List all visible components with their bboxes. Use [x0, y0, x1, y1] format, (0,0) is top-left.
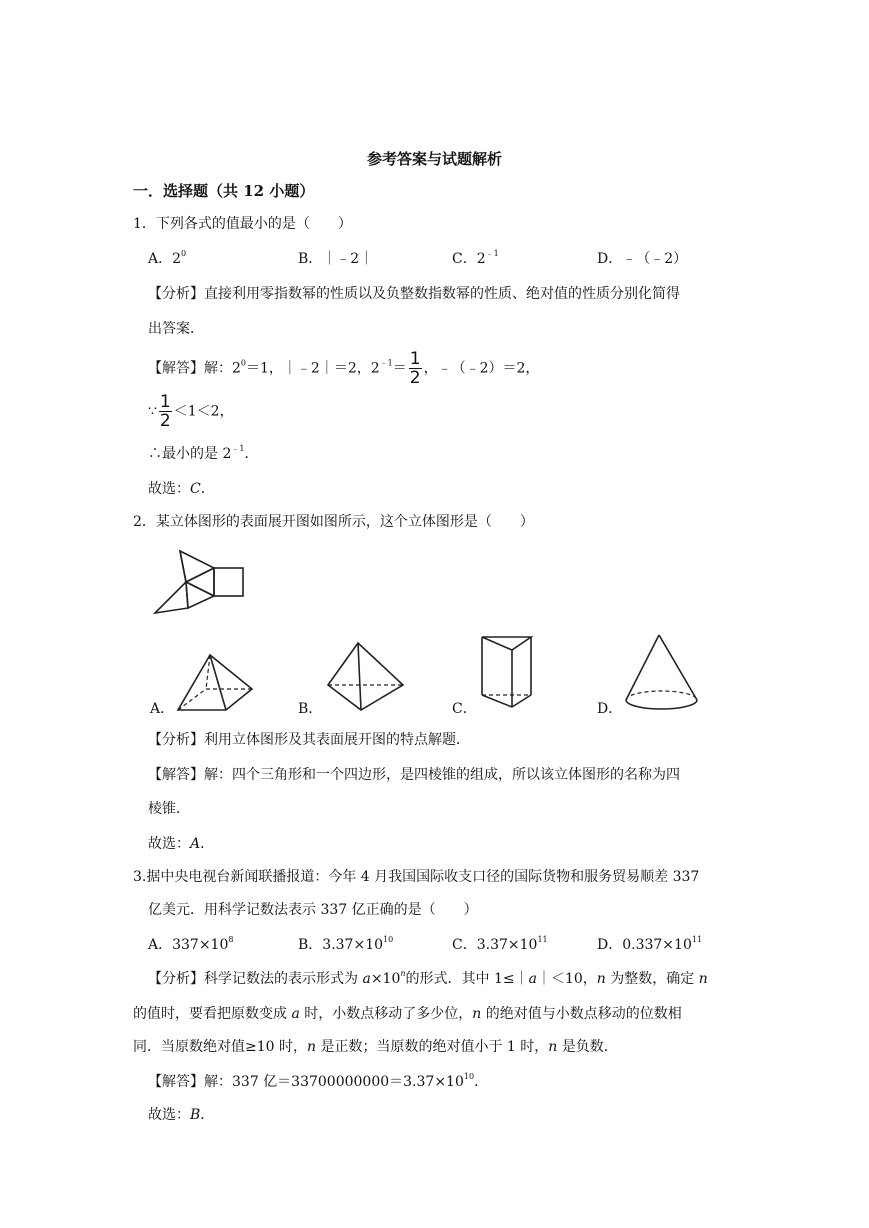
triangular-pyramid-figure — [325, 640, 407, 712]
fraction-half-2: $\frac{1}{2}$ — [159, 392, 171, 431]
q2-option-b-label: B． — [298, 701, 323, 717]
page-title: 参考答案与试题解析 — [366, 150, 502, 168]
cone-figure — [624, 632, 700, 712]
q1-stem: 1．下列各式的值最小的是（ ） — [133, 216, 352, 232]
q3-solution: 【解答】解：337 亿$=33700000000=3.37\times 10^{10}$． — [148, 1072, 489, 1090]
net-figure — [150, 548, 250, 618]
q1-option-a: A．$2^0$ — [148, 249, 187, 267]
q1-option-d: D．﹣（﹣2） — [597, 251, 688, 267]
q3-option-c: C．$3.37\times 10^{11}$ — [452, 935, 548, 953]
q2-choice: 故选：A． — [148, 836, 215, 852]
q2-option-d-label: D． — [597, 701, 623, 717]
triangular-prism-figure — [479, 634, 537, 710]
q3-analysis-line1: 【分析】科学记数法的表示形式为 $a\times 10^n$的形式．其中 1≤｜a｜＜10，n 为整数，确定 n — [148, 969, 708, 987]
q3-analysis-line3: 同．当原数绝对值≥10 时，n 是正数；当原数的绝对值小于 1 时，n 是负数． — [133, 1039, 618, 1055]
q1-option-b: B．｜﹣2｜ — [298, 251, 374, 267]
section-heading: 一．选择题（共 12 小题） — [133, 182, 315, 200]
fraction-half: $\frac{1}{2}$ — [409, 349, 421, 388]
q1-analysis-line2: 出答案． — [148, 321, 204, 337]
q2-option-c-label: C． — [452, 701, 477, 717]
q3-option-a: A．$337\times 10^8$ — [148, 935, 234, 953]
q1-option-c: C．$2^{﹣1}$ — [452, 249, 499, 267]
q3-stem-line1: 3.据中央电视台新闻联播报道：今年 4 月我国国际收支口径的国际货物和服务贸易顺差 337 — [133, 869, 700, 885]
q2-solution-line2: 棱锥． — [148, 801, 190, 817]
q3-analysis-line2: 的值时，要看把原数变成 a 时，小数点移动了多少位，n 的绝对值与小数点移动的位数相 — [133, 1006, 682, 1022]
q3-choice: 故选：B． — [148, 1107, 215, 1123]
q3-stem-line2: 亿美元．用科学记数法表示 337 亿正确的是（ ） — [148, 902, 478, 918]
q2-analysis: 【分析】利用立体图形及其表面展开图的特点解题． — [148, 732, 470, 748]
q1-choice: 故选：C． — [148, 481, 215, 497]
q1-because: ∵ $\frac{1}{2}$ ＜1＜2， — [148, 392, 234, 431]
q3-option-b: B．$3.37\times 10^{10}$ — [298, 935, 394, 953]
q2-solution-line1: 【解答】解：四个三角形和一个四边形，是四棱锥的组成，所以该立体图形的名称为四 — [148, 767, 680, 783]
q3-option-d: D．$0.337\times 10^{11}$ — [597, 935, 703, 953]
q1-analysis-line1: 【分析】直接利用零指数幂的性质以及负整数指数幂的性质、绝对值的性质分别化简得 — [148, 286, 680, 302]
square-pyramid-figure — [174, 652, 256, 712]
q1-solution: 【解答】解：$2^0=1$，｜﹣2｜＝2，$2^{﹣1}=$ $\frac{1}{2}$ ，﹣（﹣2）＝2， — [148, 349, 540, 388]
q2-option-a-label: A． — [150, 701, 175, 717]
q2-stem: 2．某立体图形的表面展开图如图所示，这个立体图形是（ ） — [133, 514, 534, 530]
q1-therefore: ∴最小的是 $2^{﹣1}$． — [148, 444, 259, 462]
